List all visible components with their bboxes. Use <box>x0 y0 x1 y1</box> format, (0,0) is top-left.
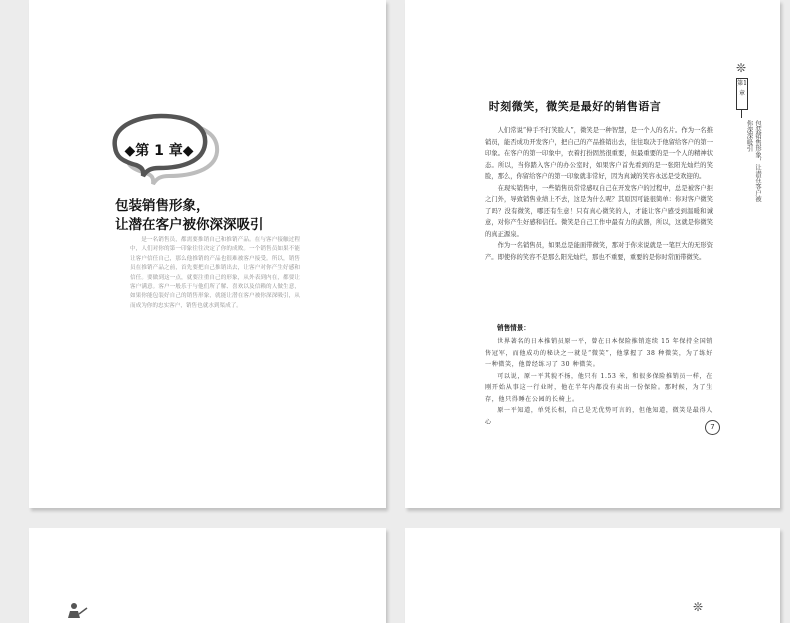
chapter-bubble <box>107 112 221 186</box>
side-chapter-marker: 第1章 <box>736 78 748 110</box>
chapter-label: ◆第 1 章◆ <box>124 143 194 159</box>
story-paragraph: 可以说，原一平其貌不扬，他只有 1.53 米，和很多保险推销员一样，在刚开始从事这一行业时，他在半年内都没有卖出一份保险。那时候，为了生存，他只得睡在公园的长椅上。 <box>485 372 713 403</box>
pen-figure-icon <box>66 602 88 622</box>
section-body <box>485 125 713 263</box>
chapter-opener-page <box>29 0 386 508</box>
chapter-title-line: 包装销售形象， <box>115 198 210 214</box>
intro-paragraph: 是一名销售员，都需要推销自己和推销产品。在与客户接触过程中，人们对你的第一印象往往决定了你的成败。一个销售员如果不能让客户信任自己，那么他推销的产品也很难被客户接受。所以，销售员在推销产品之前，首先要把自己推销出去，让客户对你产生好感和信任。要做到这一点，就要注重自己的形象，从外表到内在，都要让客户满意。客户一般乐于与他们所了解、喜欢以及信赖的人做生意，如果你能包装好自己的销售形象，就能让潜在客户被你深深吸引，从而成为你的忠实客户，销售也就水到渠成了。 <box>130 237 300 309</box>
chapter-title <box>115 197 264 235</box>
body-paragraph: 在现实销售中，一些销售员常常感叹自己在开发客户的过程中，总是被客户拒之门外，导致销售业绩上不去，这是为什么呢？其原因可能很简单：你对客户微笑了吗？没有微笑，哪还有生意！只有真心微笑的人，才能让客户感受到温暖和诚意，对你产生好感和信任。微笑是自己工作中最有力的武器，所以，这就是你微笑的真正源泉。 <box>485 184 713 238</box>
chapter-title-line: 让潜在客户被你深深吸引 <box>115 217 264 233</box>
flower-ornament-icon: ❊ <box>693 600 704 614</box>
next-right-page <box>405 528 780 623</box>
section-title: 时刻微笑，微笑是最好的销售语言 <box>488 100 662 113</box>
page-number: 7 <box>705 420 720 435</box>
scenario-body <box>485 336 713 428</box>
chapter-intro <box>130 236 300 311</box>
flower-ornament-icon: ❊ <box>736 61 747 75</box>
content-page <box>405 0 780 508</box>
story-paragraph: 原一平知道，单凭长相，自己是无优势可言的，但他知道，微笑是最得人心 <box>485 407 713 426</box>
body-paragraph: 作为一名销售员，如果总是能面带微笑，那对于你来说就是一笔巨大的无形资产。即使你的笑容不是那么阳光灿烂，那也不重要，重要的是你时常面带微笑。 <box>485 242 713 261</box>
story-paragraph: 世界著名的日本推销员原一平，曾在日本保险推销连续 15 年保持全国销售冠军，而他成功的秘诀之一就是“微笑”，他掌握了 38 种微笑，为了练好一种微笑，他曾经练习了 30 种微笑。 <box>485 338 713 368</box>
side-chapter-title: 包装销售形象，让潜在客户被你深深吸引 <box>745 120 761 202</box>
side-tab <box>734 62 774 202</box>
scenario-heading: 销售情景： <box>497 324 530 332</box>
next-left-page <box>29 528 386 623</box>
body-paragraph: 人们常说“伸手不打笑脸人”，微笑是一种智慧，是一个人的名片。作为一名推销员，能否成功开发客户，把自己的产品推销出去，往往取决于他留给客户的第一印象。在客户的第一印象中，衣着打扮固然很重要，但最重要的是一个人的精神状态。所以，当你踏入客户的办公室时，如果客户首先看到的是一张阳光灿烂的笑脸，那么，你留给客户的第一印象就非常好，因为真诚的笑容永远是受欢迎的。 <box>485 127 713 180</box>
